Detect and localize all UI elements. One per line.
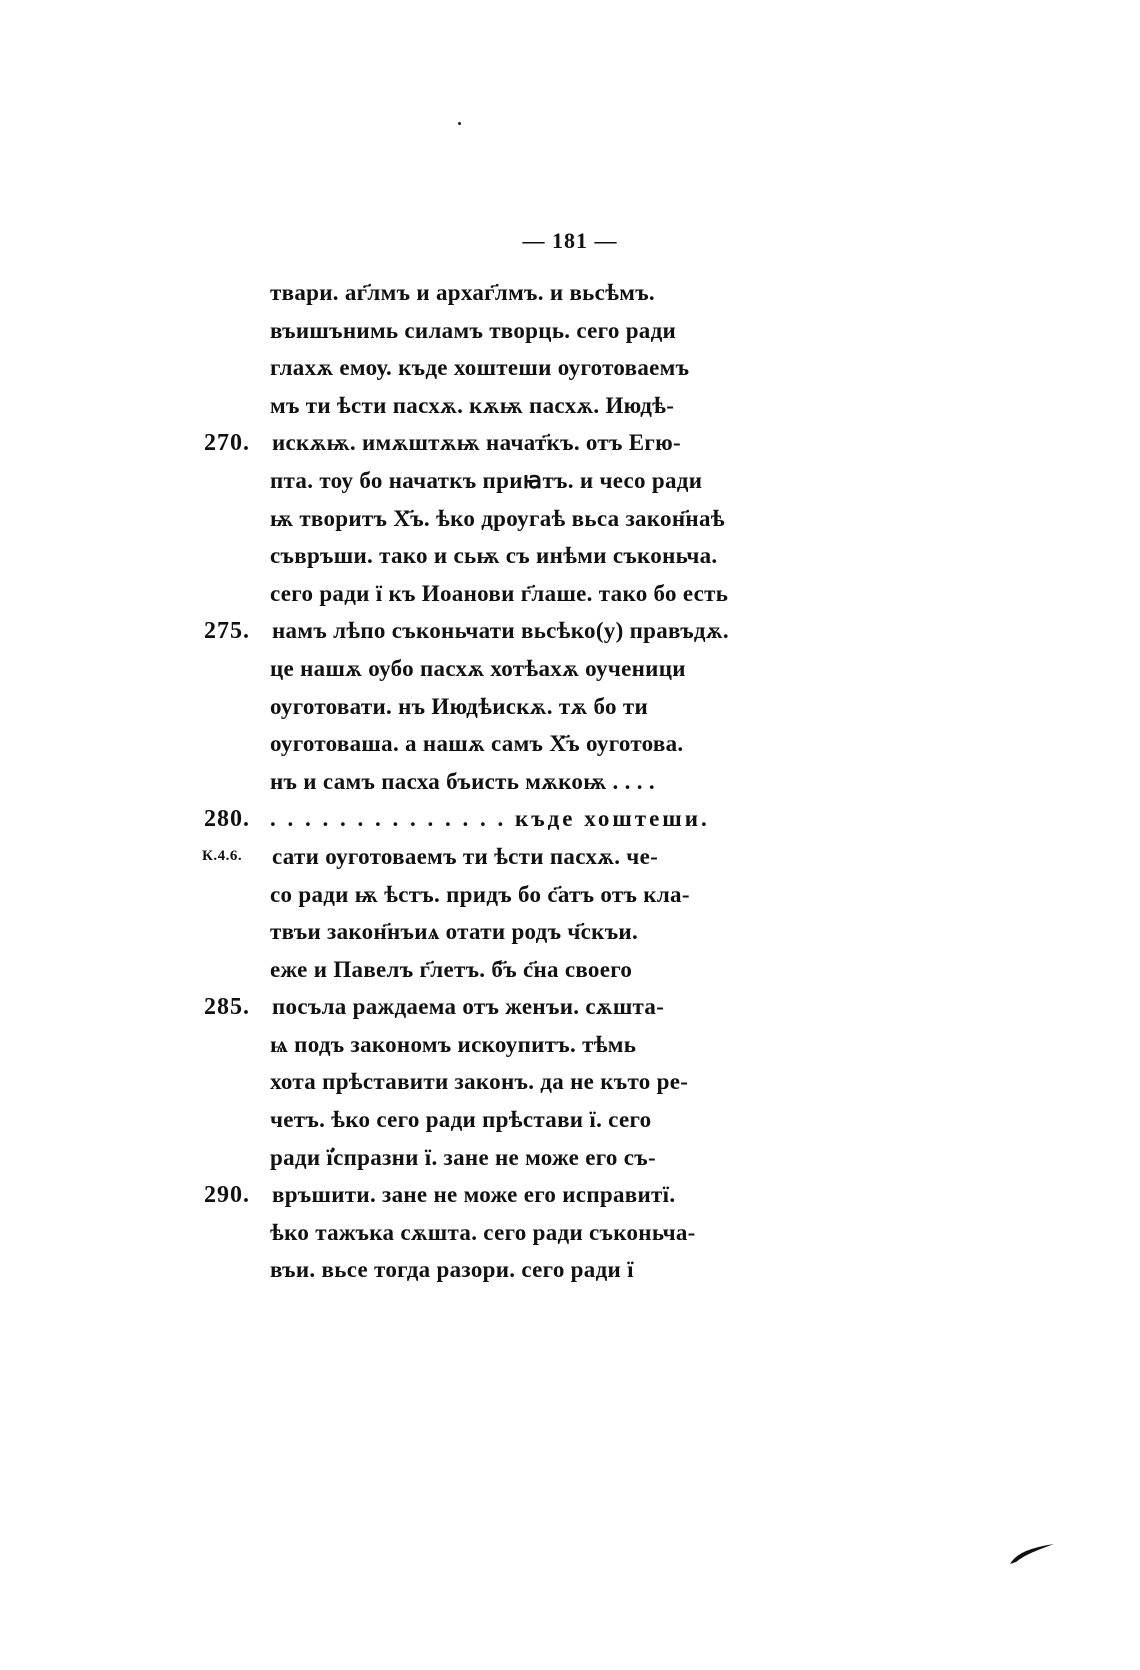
text-line [0, 802, 1140, 840]
line-text: оуготовати. нъ Июдѣискѫ. тѫ бо ти [270, 693, 649, 719]
text-line [0, 953, 1140, 991]
text-line [0, 351, 1140, 389]
line-text: твари. аг҃лмъ и архаг҃лмъ. и вьсѣмъ. [270, 280, 655, 305]
text-line [0, 915, 1140, 953]
text-line [0, 276, 1140, 314]
line-text: глахѫ емоу. къде хоштеши оуготоваемъ [270, 355, 690, 381]
text-line [0, 990, 1140, 1028]
line-text: оуготоваша. а нашѫ самъ Х҃ъ оуготова. [270, 731, 684, 757]
line-text: съвръши. тако и сьѭ съ инѣми съконьча. [270, 543, 718, 569]
line-text: връшити. зане не може его исправитї. [272, 1182, 676, 1208]
line-text: въи. вьсе тогда разори. сего ради ї [270, 1257, 634, 1283]
text-line [0, 652, 1140, 690]
line-text: нъ и самъ пасха бъисть мѫкоѭ . . . . [270, 768, 655, 794]
line-text: въишънимь силамъ творць. сего ради [270, 317, 677, 343]
line-text: ѣко тажъка сѫшта. сего ради съконьча- [270, 1219, 696, 1245]
line-text: четъ. ѣко сего ради прѣстави ї. сего [270, 1107, 652, 1133]
text-line [0, 1103, 1140, 1141]
text-line [0, 840, 1140, 878]
line-text: со ради ѭ ѣстъ. придъ бо с҃атъ отъ кла- [270, 881, 690, 907]
line-number: 285. [204, 994, 250, 1021]
text-line [0, 1028, 1140, 1066]
text-line [0, 1065, 1140, 1103]
line-number: 280. [204, 806, 250, 833]
text-line [0, 1178, 1140, 1216]
line-number: 290. [204, 1182, 250, 1209]
line-text: пта. тоу бо начаткъ приꙗтъ. и чесо ради [270, 467, 703, 493]
text-line [0, 1141, 1140, 1179]
line-number: 275. [204, 618, 250, 645]
line-text: хота прѣставити законъ. да не къто ре- [270, 1069, 689, 1095]
line-text: сати оуготоваемъ ти ѣсти пасхѫ. че- [272, 843, 659, 869]
line-text: ѭ творитъ Х҃ъ. ѣко дроугаѣ вьса закон҃наѣ [270, 505, 725, 531]
text-line [0, 539, 1140, 577]
line-text: искѫѭ. имѫштѫѭ начат҃къ. отъ Егю- [272, 430, 681, 456]
line-text: ради ї҆спразни ї. зане не може его съ- [270, 1144, 656, 1170]
text-line [0, 389, 1140, 427]
line-text: посъла раждаема отъ женъи. сѫшта- [272, 994, 665, 1020]
line-text: твъи закон҃нъиѧ отати родъ ч҃скъи. [270, 919, 639, 945]
text-line [0, 426, 1140, 464]
text-line [0, 727, 1140, 765]
text-line [0, 878, 1140, 916]
page-number: — 181 — [522, 228, 618, 253]
ink-dot [458, 122, 461, 125]
text-line [0, 577, 1140, 615]
line-number: 270. [204, 430, 250, 457]
text-line [0, 314, 1140, 352]
text-line [0, 502, 1140, 540]
line-text: мъ ти ѣсти пасхѫ. кѫѭ пасхѫ. Июдѣ- [270, 392, 675, 418]
line-number: К.4.6. [202, 847, 243, 864]
line-text: сего ради ї къ Иоанови г҃лаше. тако бо есть [270, 580, 729, 606]
text-line [0, 614, 1140, 652]
text-line [0, 1216, 1140, 1254]
line-text: еже и Павелъ г҃летъ. б҃ъ с҃на своего [270, 956, 633, 982]
line-text: . . . . . . . . . . . . . . къде хоштеши. [270, 806, 710, 832]
line-text: це нашѫ оубо пасхѫ хотѣахѫ оученици [270, 655, 686, 681]
line-text: ѩ подъ закономъ искоупитъ. тѣмь [270, 1031, 637, 1057]
text-line [0, 690, 1140, 728]
text-line [0, 464, 1140, 502]
text-line [0, 765, 1140, 803]
text-line [0, 1253, 1140, 1291]
ink-stroke-mark [1008, 1542, 1058, 1566]
text-block [0, 276, 1140, 1291]
line-text: намъ лѣпо съконьчати вьсѣко(у) правъдѫ. [272, 618, 729, 644]
